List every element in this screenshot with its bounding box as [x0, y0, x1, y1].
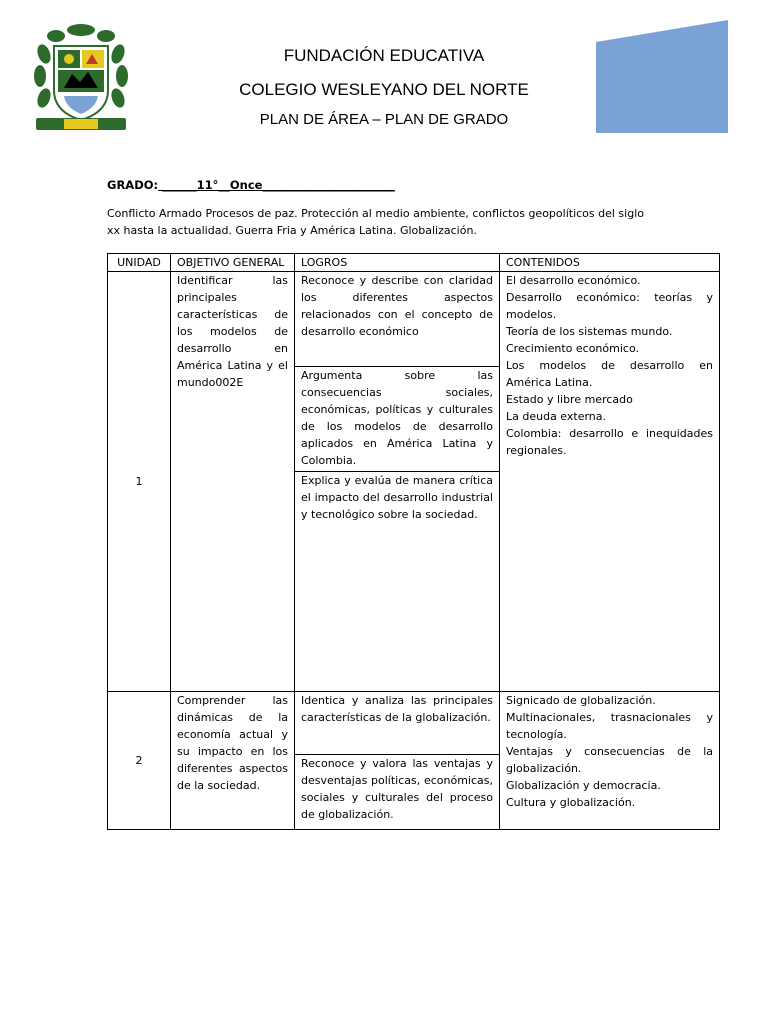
table-row	[108, 692, 720, 830]
plan-table	[107, 253, 720, 830]
table-row	[108, 272, 720, 692]
contenidos-cell	[500, 692, 720, 830]
contenido-item: Cultura y globalización.	[506, 796, 636, 809]
contenido-item: Ventajas y consecuencias de la globalización.	[506, 745, 713, 775]
logro-item: Reconoce y valora las ventajas y desventajas políticas, económicas, sociales y culturales del proceso de globalización.	[301, 757, 493, 821]
header-unidad: UNIDAD	[108, 254, 171, 272]
institution-name: FUNDACIÓN EDUCATIVA	[283, 46, 485, 65]
contenido-item: El desarrollo económico.	[506, 274, 641, 287]
contenido-item: La deuda externa.	[506, 410, 607, 423]
objetivo-cell: Comprender las dinámicas de la economía actual y su impacto en los diferentes aspectos de la sociedad.	[171, 692, 295, 830]
logro-item: Explica y evalúa de manera crítica el impacto del desarrollo industrial y tecnológico sobre la sociedad.	[301, 474, 493, 521]
grado-value: ______11°__Once_______________________	[158, 178, 395, 192]
unidad-cell: 1	[108, 272, 171, 692]
contenido-item: Multinacionales, trasnacionales y tecnología.	[506, 711, 713, 741]
area-description	[107, 205, 667, 239]
contenido-item: Los modelos de desarrollo en América Latina.	[506, 359, 713, 389]
header-objetivo: OBJETIVO GENERAL	[171, 254, 295, 272]
contenido-item: Signicado de globalización.	[506, 694, 656, 707]
plan-title: PLAN DE ÁREA – PLAN DE GRADO	[259, 111, 509, 128]
unidad-cell: 2	[108, 692, 171, 830]
contenido-item: Teoría de los sistemas mundo.	[506, 325, 673, 338]
header-logros: LOGROS	[295, 254, 500, 272]
grado-label: GRADO:	[107, 178, 159, 192]
objetivo-cell: Identificar las principales características de los modelos de desarrollo en América Latina y el mundo002E	[171, 272, 295, 692]
school-name: COLEGIO WESLEYANO DEL NORTE	[239, 80, 529, 99]
contenido-item: Colombia: desarrollo e inequidades regionales.	[506, 427, 713, 457]
header-contenidos: CONTENIDOS	[500, 254, 720, 272]
grado-line	[107, 178, 395, 192]
logro-item: Argumenta sobre las consecuencias sociales, económicas, políticas y culturales de los modelos de desarrollo aplicados en América Latina y Colombia.	[295, 367, 499, 472]
logro-item: Reconoce y describe con claridad los diferentes aspectos relacionados con el concepto de desarrollo económico	[295, 272, 499, 367]
description-line: xx hasta la actualidad. Guerra Fria y América Latina. Globalización.	[107, 224, 477, 237]
table-header-row	[108, 254, 720, 272]
contenido-item: Desarrollo económico: teorías y modelos.	[506, 291, 713, 321]
logro-item: Identica y analiza las principales características de la globalización.	[295, 692, 499, 755]
logros-cell	[295, 272, 500, 692]
logros-cell	[295, 692, 500, 830]
contenido-item: Crecimiento económico.	[506, 342, 639, 355]
contenidos-cell	[500, 272, 720, 692]
contenido-item: Estado y libre mercado	[506, 393, 633, 406]
contenido-item: Globalización y democracia.	[506, 779, 661, 792]
description-line: Conflicto Armado Procesos de paz. Protección al medio ambiente, conflictos geopolíticos del siglo	[107, 207, 644, 220]
